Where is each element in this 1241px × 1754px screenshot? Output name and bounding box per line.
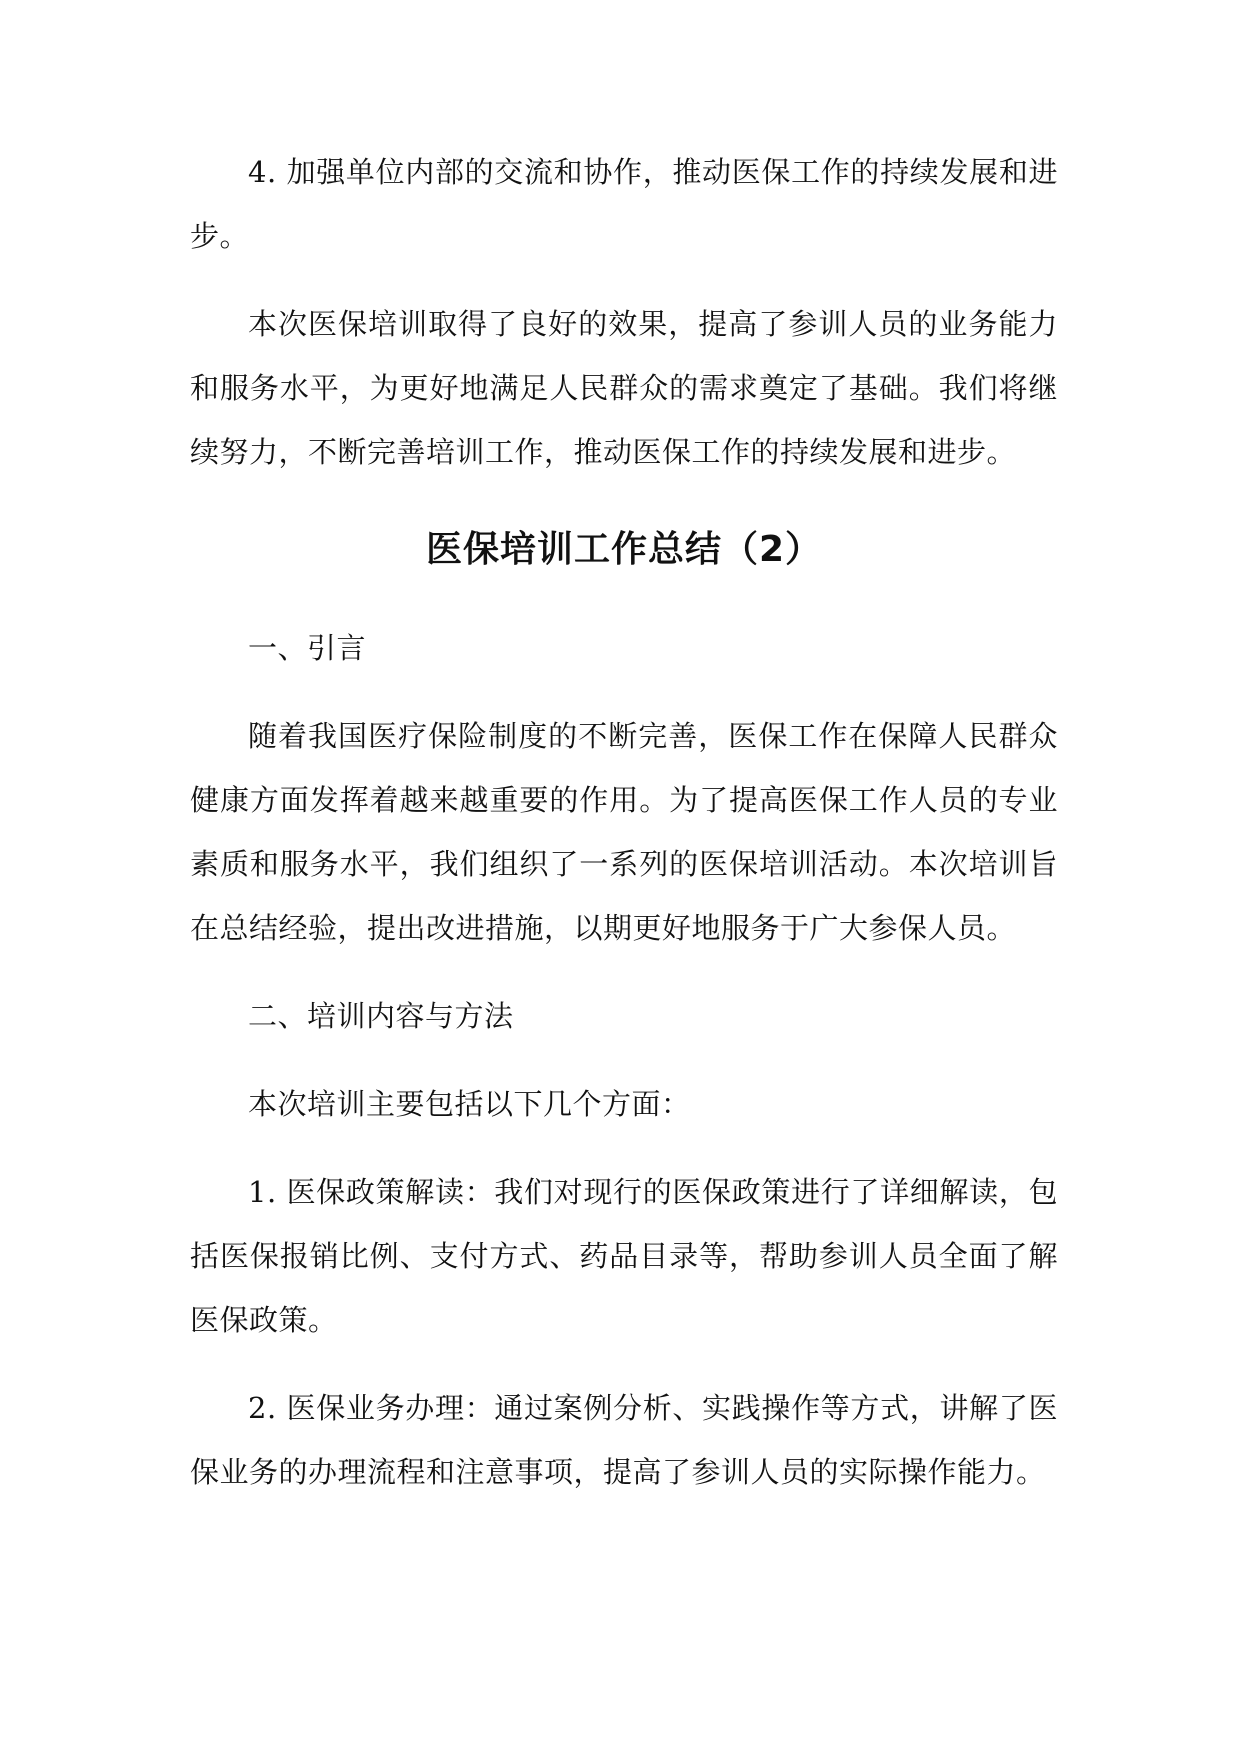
- paragraph-item-4-communication: 4. 加强单位内部的交流和协作，推动医保工作的持续发展和进步。: [190, 155, 1058, 253]
- section-title: 医保培训工作总结（2）: [425, 529, 823, 570]
- paragraph-content-intro: 本次培训主要包括以下几个方面：: [248, 1087, 691, 1121]
- heading-content-methods: 二、培训内容与方法: [248, 999, 514, 1033]
- paragraph-item-1-policy: 1. 医保政策解读：我们对现行的医保政策进行了详细解读，包括医保报销比例、支付方式、药品目录等，帮助参训人员全面了解医保政策。: [190, 1175, 1058, 1337]
- paragraph-introduction: 随着我国医疗保险制度的不断完善，医保工作在保障人民群众健康方面发挥着越来越重要的作用。为了提高医保工作人员的专业素质和服务水平，我们组织了一系列的医保培训活动。本次培训旨在总结经验，提出改进措施，以期更好地服务于广大参保人员。: [190, 719, 1058, 945]
- paragraph-conclusion: 本次医保培训取得了良好的效果，提高了参训人员的业务能力和服务水平，为更好地满足人民群众的需求奠定了基础。我们将继续努力，不断完善培训工作，推动医保工作的持续发展和进步。: [190, 307, 1058, 469]
- heading-introduction: 一、引言: [248, 631, 367, 665]
- paragraph-item-2-business: 2. 医保业务办理：通过案例分析、实践操作等方式，讲解了医保业务的办理流程和注意事项，提高了参训人员的实际操作能力。: [190, 1391, 1058, 1489]
- document-body: [190, 140, 1058, 1504]
